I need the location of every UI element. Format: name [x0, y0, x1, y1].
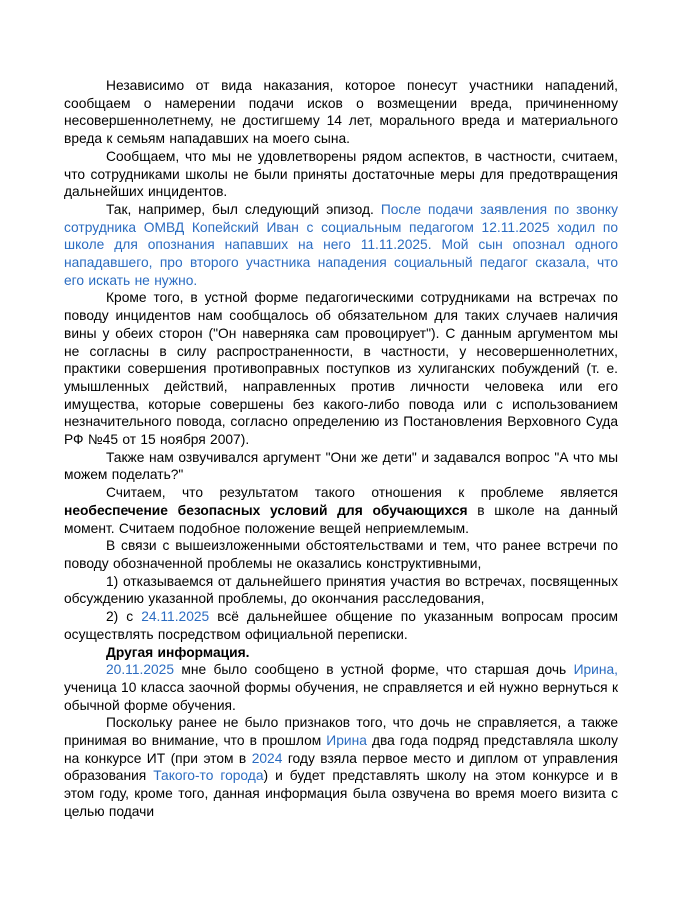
text-run: Кроме того, в устной форме педагогическими сотрудниками на встречах по поводу инцидентов нам сообщалось об обязательном для таких случаев наличия вины у обеих сторон ("Он наверняка сам провоцирует"). С данным аргументом мы не согласны в силу распространенности, в частности, у несовершеннолетних, практики совершения противоправных поступков из хулиганских побуждений (т. е. умышленных действий, направленных против личности человека или его имущества, которые совершены без какого-либо повода или с использованием незначительного повода, согласно определению из Постановления Верховного Суда РФ №45 от 15 ноября 2007). — [64, 290, 618, 448]
paragraph — [64, 608, 618, 643]
text-run: Независимо от вида наказания, которое понесут участники нападений, сообщаем о намерении подачи исков о возмещении вреда, причиненному несовершеннолетнему, не достигшему 14 лет, морального вреда и материального вреда к семьям нападавших на моего сына. — [64, 78, 618, 147]
text-run: ) и будет представлять школу на этом конкурсе и в этом году, кроме того, данная информация была озвучена во время моего визита с целью подачи — [64, 768, 619, 819]
suggested-insertion-text: Ирина — [326, 733, 367, 749]
paragraph — [64, 148, 618, 201]
suggested-insertion-text: Такого-то города — [153, 768, 264, 784]
text-run: мне было сообщено в устной форме, что старшая дочь — [174, 662, 574, 678]
section-heading — [64, 644, 618, 662]
text-run: 1) отказываемся от дальнейшего принятия участия во встречах, посвященных обсуждению указанной проблемы, до окончания расследования, — [64, 573, 618, 607]
paragraph — [64, 714, 618, 820]
text-run: Так, например, был следующий эпизод. — [106, 201, 381, 217]
suggested-insertion-text: Ирина, — [573, 662, 618, 678]
paragraph — [64, 449, 618, 484]
paragraph — [64, 537, 618, 572]
suggested-insertion-text: 2024 — [251, 750, 283, 766]
text-run: Поскольку ранее не было признаков того, что дочь не справляется, а также принимая во внимание, что в прошлом — [64, 715, 618, 749]
bold-text-run: необеспечение безопасных условий для обучающихся — [64, 502, 468, 518]
text-run: Сообщаем, что мы не удовлетворены рядом аспектов, в частности, считаем, что сотрудниками школы не были приняты достаточные меры для предотвращения дальнейших инцидентов. — [64, 148, 618, 200]
text-run: году взяла первое место и диплом от управления образования — [64, 750, 618, 784]
paragraph — [64, 573, 618, 608]
paragraph — [64, 289, 618, 448]
paragraph — [64, 77, 618, 148]
bold-text-run: Другая информация. — [106, 644, 250, 660]
suggested-insertion-text: 20.11.2025 — [106, 662, 175, 678]
paragraph — [64, 661, 618, 714]
text-run: В связи с вышеизложенными обстоятельствами и тем, что ранее встречи по поводу обозначенной проблемы не оказались конструктивными, — [64, 538, 618, 571]
text-run: Также нам озвучивался аргумент "Они же дети" и задавался вопрос "А что мы можем поделать?" — [64, 449, 618, 483]
text-run: Считаем, что результатом такого отношения к проблеме является — [106, 485, 618, 501]
suggested-insertion-text: После подачи заявления по звонку сотрудника ОМВД Копейский Иван с социальным педагогом 12.11.2025 ходил по школе для опознания напавших на него 11.11.2025. Мой сын опознал одного нападавшего, про второго участника нападения социальный педагог сказала, что его искать не нужно. — [64, 201, 619, 288]
text-run: в школе на данный момент. Считаем подобное положение вещей неприемлемым. — [64, 502, 618, 536]
text-run: ученица 10 класса заочной формы обучения, не справляется и ей нужно вернуться к обычной форме обучения. — [64, 679, 618, 713]
suggested-insertion-text: 24.11.2025 — [141, 609, 210, 625]
paragraph — [64, 484, 618, 537]
text-run: два года подряд представляла школу на конкурсе ИТ (при этом в — [64, 733, 618, 766]
text-run: всё дальнейшее общение по указанным вопросам просим осуществлять посредством официальной переписки. — [64, 609, 618, 642]
text-run: 2) с — [106, 609, 142, 625]
paragraph — [64, 201, 618, 290]
